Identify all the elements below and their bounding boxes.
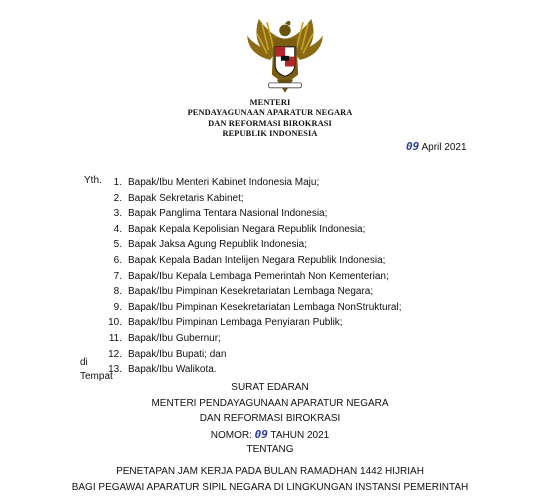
letterhead-line: REPUBLIK INDONESIA — [222, 129, 318, 139]
list-item: 10. Bapak/Ibu Pimpinan Lembaga Penyiaran Publik; — [108, 317, 343, 329]
list-item: 13. Bapak/Ibu Walikota. — [108, 364, 217, 376]
greeting: Yth. — [84, 175, 102, 186]
circular-number-value: 09 — [254, 427, 268, 441]
list-item: 5. Bapak Jaksa Agung Republik Indonesia; — [113, 239, 308, 251]
garuda-emblem-icon — [244, 14, 326, 96]
letterhead-line: MENTERI — [249, 98, 291, 107]
date-day: 09 — [406, 140, 420, 153]
circular-issuer-line-1: MENTERI PENDAYAGUNAAN APARATUR NEGARA — [151, 397, 389, 409]
circular-subject-line-1: PENETAPAN JAM KERJA PADA BULAN RAMADHAN 1442 HIJRIAH — [116, 466, 424, 477]
place-tempat: Tempat — [80, 371, 113, 382]
place-di: di — [80, 357, 88, 368]
circular-subject-line-2: BAGI PEGAWAI APARATUR SIPIL NEGARA DI LINGKUNGAN INSTANSI PEMERINTAH — [71, 481, 469, 493]
letterhead-line: DAN REFORMASI BIROKRASI — [208, 118, 332, 128]
list-item: 8. Bapak/Ibu Pimpinan Kesekretariatan Lembaga Negara; — [113, 286, 374, 298]
list-item: 4. Bapak Kepala Kepolisian Negara Republik Indonesia; — [113, 223, 366, 235]
list-item: 12. Bapak/Ibu Bupati; dan — [108, 348, 227, 360]
circular-issuer-line-2: DAN REFORMASI BIROKRASI — [199, 413, 341, 425]
circular-type: SURAT EDARAN — [231, 382, 309, 393]
letterhead-line: PENDAYAGUNAAN APARATUR NEGARA — [187, 108, 353, 118]
circular-about: TENTANG — [246, 444, 294, 456]
date-month-year: April 2021 — [421, 142, 467, 153]
letter-date — [406, 140, 467, 153]
circular-subject — [0, 464, 540, 495]
list-item: 7. Bapak/Ibu Kepala Lembaga Pemerintah Non Kementerian; — [113, 270, 389, 282]
list-item: 11. Bapak/Ibu Gubernur; — [108, 332, 221, 344]
list-item: 6. Bapak Kepala Badan Intelijen Negara Republik Indonesia; — [113, 254, 386, 266]
list-item: 1. Bapak/Ibu Menteri Kabinet Indonesia Maju; — [113, 177, 320, 188]
circular-number: NOMOR: 09 TAHUN 2021 — [210, 427, 330, 441]
recipient-list — [107, 175, 402, 378]
list-item: 2. Bapak Sekretaris Kabinet; — [113, 192, 244, 204]
list-item: 9. Bapak/Ibu Pimpinan Kesekretariatan Lembaga NonStruktural; — [113, 301, 402, 313]
list-item: 3. Bapak Panglima Tentara Nasional Indonesia; — [113, 208, 328, 220]
circular-title — [0, 380, 540, 458]
letterhead — [0, 98, 540, 140]
